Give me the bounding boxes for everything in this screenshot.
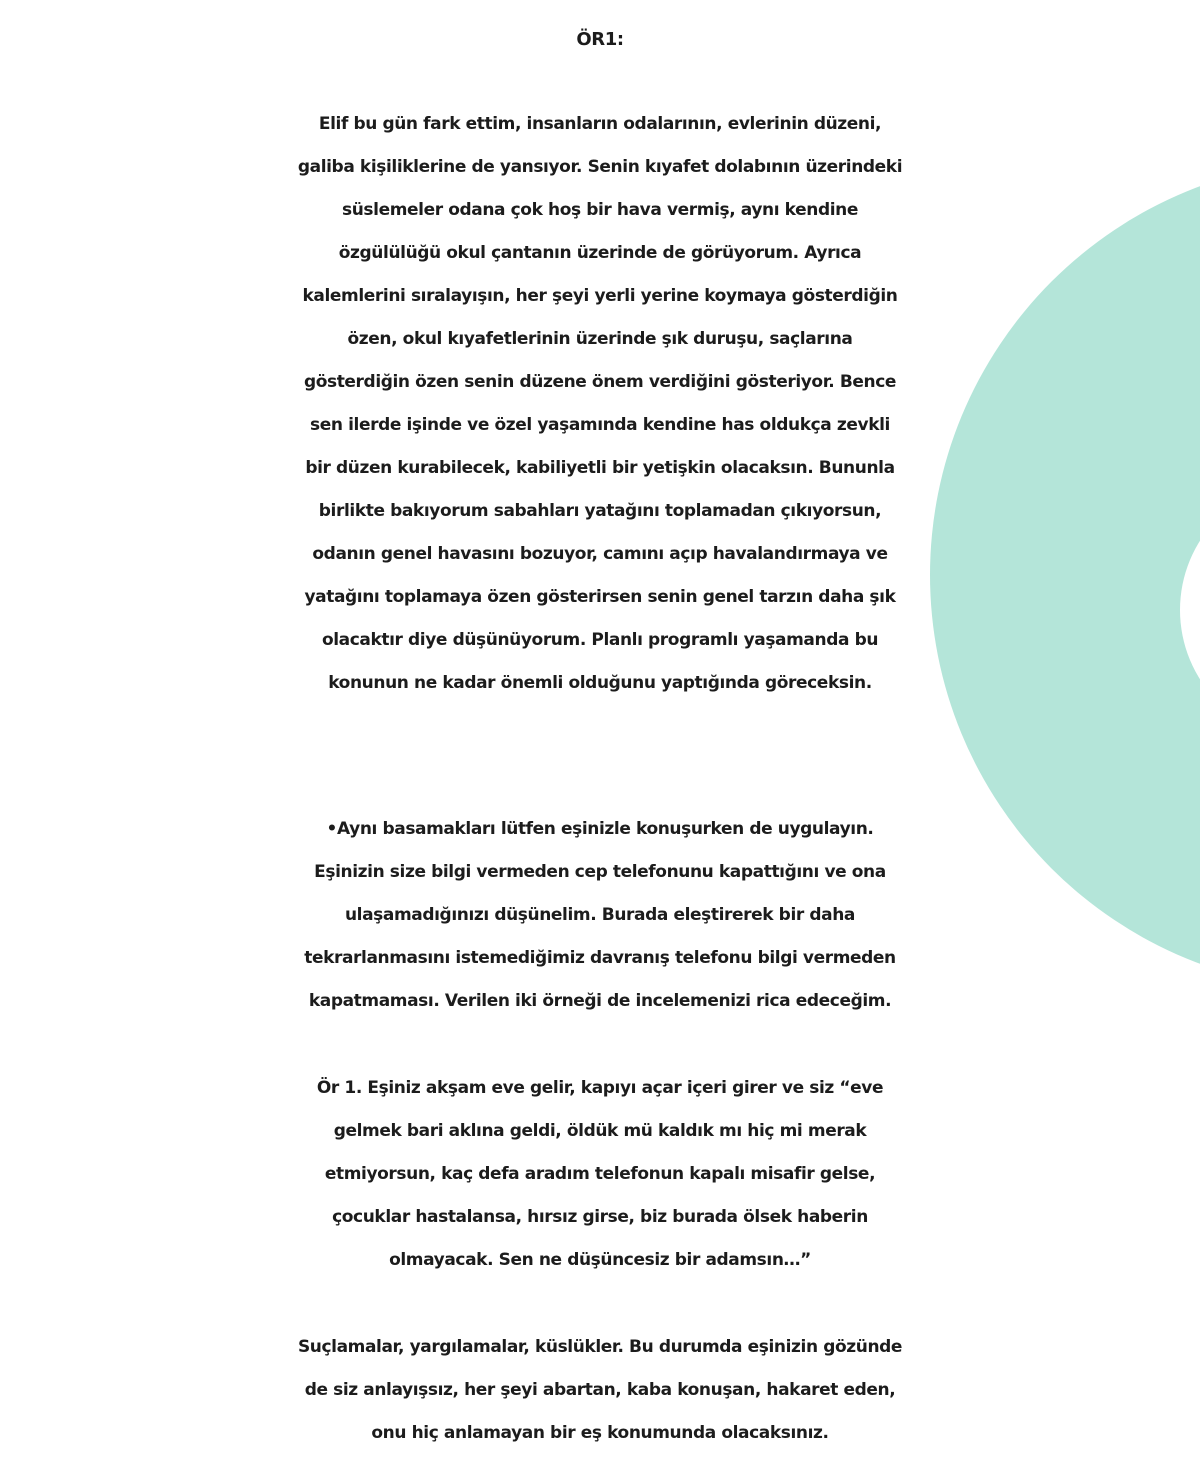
example-line: gelmek bari aklına geldi, öldük mü kaldık mı hiç mi merak [333,1121,867,1141]
example-line: çocuklar hastalansa, hırsız girse, biz burada ölsek haberin [332,1207,868,1227]
letter-line: yatağını toplamaya özen gösterirsen senin genel tarzın daha şık [304,587,896,607]
letter-line: bir düzen kurabilecek, kabiliyetli bir yetişkin olacaksın. Bununla [305,458,895,478]
letter-line: galiba kişiliklerine de yansıyor. Senin kıyafet dolabının üzerindeki [297,157,903,177]
letter-line: kalemlerini sıralayışın, her şeyi yerli yerine koymaya gösterdiğin [302,286,898,306]
example-paragraph [0,1067,1200,1282]
letter-line: özen, okul kıyafetlerinin üzerinde şık duruşu, saçlarına [347,329,853,349]
letter-line: olacaktır diye düşünüyorum. Planlı programlı yaşamanda bu [321,630,879,650]
bullet-line: •Aynı basamakları lütfen eşinizle konuşurken de uygulayın. [326,819,874,839]
example-line: Ör 1. Eşiniz akşam eve gelir, kapıyı açar içeri girer ve siz “eve [316,1078,884,1098]
letter-line: birlikte bakıyorum sabahları yatağını toplamadan çıkıyorsun, [318,501,882,521]
letter-line: odanın genel havasını bozuyor, camını açıp havalandırmaya ve [312,544,888,564]
page-heading: ÖR1: [576,29,624,50]
example-line: etmiyorsun, kaç defa aradım telefonun kapalı misafir gelse, [324,1164,876,1184]
bullet-line: tekrarlanmasını istemediğimiz davranış telefonu bilgi vermeden [304,948,896,968]
heading-block [0,18,1200,61]
letter-line: sen ilerde işinde ve özel yaşamında kendine has oldukça zevkli [310,415,890,435]
bullet-line: Eşinizin size bilgi vermeden cep telefonunu kapattığını ve ona [314,862,886,882]
letter-line: konunun ne kadar önemli olduğunu yaptığında göreceksin. [328,673,872,693]
bullet-line: kapatmaması. Verilen iki örneği de incelemenizi rica edeceğim. [308,991,892,1011]
bullet-paragraph [0,808,1200,1023]
letter-line: özgülülüğü okul çantanın üzerinde de görüyorum. Ayrıca [338,243,862,263]
bullet-line: ulaşamadığınızı düşünelim. Burada eleştirerek bir daha [344,905,855,925]
conclusion-paragraph [0,1326,1200,1455]
example-line: olmayacak. Sen ne düşüncesiz bir adamsın…” [389,1250,811,1270]
conclusion-line: Suçlamalar, yargılamalar, küslükler. Bu durumda eşinizin gözünde [297,1337,903,1357]
conclusion-line: onu hiç anlamayan bir eş konumunda olacaksınız. [371,1423,829,1443]
letter-line: süslemeler odana çok hoş bir hava vermiş, aynı kendine [342,200,858,220]
letter-paragraph [0,103,1200,705]
letter-line: gösterdiğin özen senin düzene önem verdiğini gösteriyor. Bence [303,372,897,392]
conclusion-line: de siz anlayışsız, her şeyi abartan, kaba konuşan, hakaret eden, [304,1380,896,1400]
letter-line: Elif bu gün fark ettim, insanların odalarının, evlerinin düzeni, [318,114,882,134]
